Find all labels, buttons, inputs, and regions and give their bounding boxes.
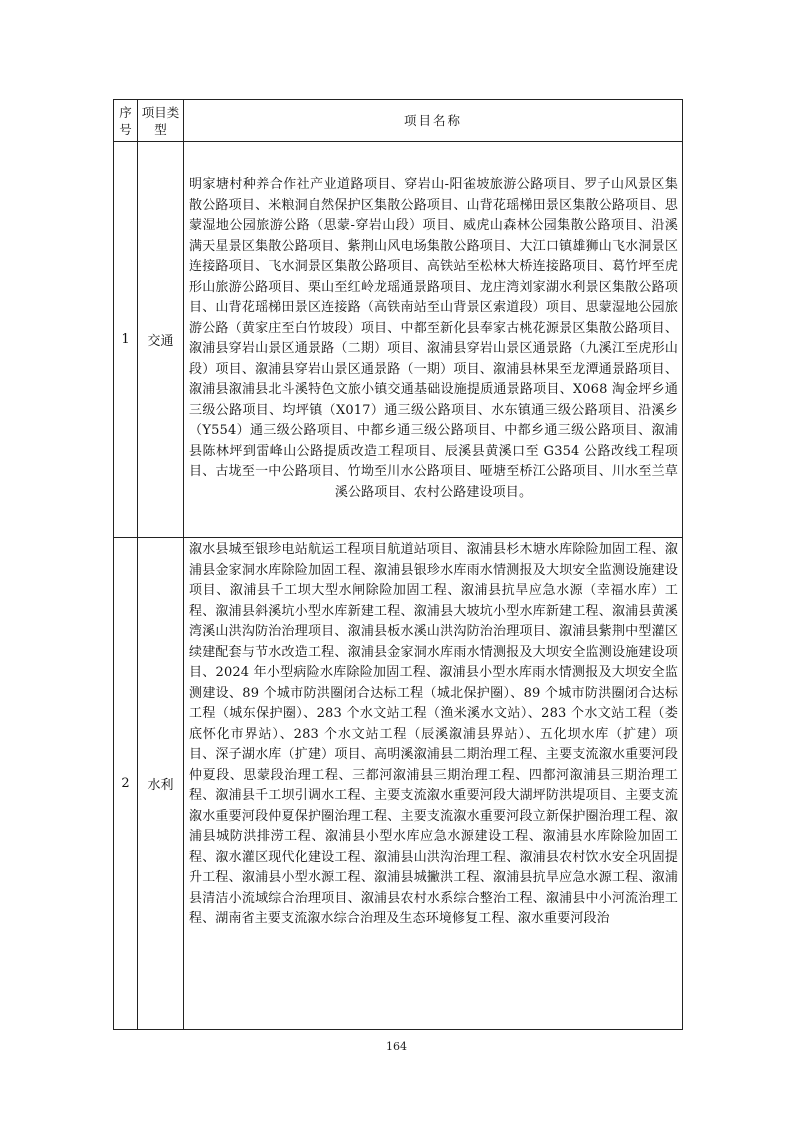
- page-number: 164: [386, 1040, 407, 1053]
- row-project-type: 交通: [138, 142, 184, 538]
- header-project-name: 项目名称: [184, 100, 683, 142]
- row-serial-number: 2: [114, 538, 138, 1030]
- row-project-names: 明家塘村种养合作社产业道路项目、穿岩山-阳雀坡旅游公路项目、罗子山风景区集散公路项目、米粮洞自然保护区集散公路项目、山背花瑶梯田景区集散公路项目、思蒙湿地公园旅游公路（思蒙-穿岩山段）项目、威虎山森林公园集散公路项目、沿溪满天星景区集散公路项目、紫荆山风电场集散公路项目、大江口镇雄狮山飞水洞景区连接路项目、飞水洞景区集散公路项目、高铁站至松林大桥连接路项目、葛竹坪至虎形山旅游公路项目、栗山至红岭龙瑶通景路项目、龙庄湾刘家湖水利景区集散公路项目、山背花瑶梯田景区连接路（高铁南站至山背景区索道段）项目、思蒙湿地公园旅游公路（黄家庄至白竹坡段）项目、中都至新化县奉家古桃花源景区集散公路项目、溆浦县穿岩山景区通景路（二期）项目、溆浦县穿岩山景区通景路（九溪江至虎形山段）项目、溆浦县穿岩山景区通景路（一期）项目、溆浦县林果至龙潭通景路项目、溆浦县溆浦县北斗溪特色文旅小镇交通基础设施提质通景路项目、X068 淘金坪乡通三级公路项目、均坪镇（X017）通三级公路项目、水东镇通三级公路项目、沿溪乡（Y554）通三级公路项目、中都乡通三级公路项目、中都乡通三级公路项目、溆浦县陈林坪到雷峰山公路提质改造工程项目、辰溪县黄溪口至 G354 公路改线工程项目、古垅至一中公路项目、竹坳至川水公路项目、哑塘至桥江公路项目、川水至兰草溪公路项目、农村公路建设项目。: [184, 142, 683, 538]
- header-serial-number: 序号: [114, 100, 138, 142]
- table-row: [114, 538, 683, 1030]
- row-project-names: 溆水县城至银珍电站航运工程项目航道站项目、溆浦县杉木塘水库除险加固工程、溆浦县金家洞水库除险加固工程、溆浦县银珍水库雨水情测报及大坝安全监测设施建设项目、溆浦县千工坝大型水闸除险加固工程、溆浦县抗旱应急水源（幸福水库）工程、溆浦县斜溪坑小型水库新建工程、溆浦县大坡坑小型水库新建工程、溆浦县黄溪湾溪山洪沟防治治理项目、溆浦县板水溪山洪沟防治治理项目、溆浦县紫荆中型灌区续建配套与节水改造工程、溆浦县金家洞水库雨水情测报及大坝安全监测设施建设项目、2024 年小型病险水库除险加固工程、溆浦县小型水库雨水情测报及大坝安全监测建设、89 个城市防洪圈闭合达标工程（城北保护圈）、89 个城市防洪圈闭合达标工程（城东保护圈）、283 个水文站工程（渔米溪水文站）、283 个水文站工程（娄底怀化市界站）、283 个水文站工程（辰溪溆浦县界站）、五化坝水库（扩建）项目、深子湖水库（扩建）项目、高明溪溆浦县二期治理工程、主要支流溆水重要河段仲夏段、思蒙段治理工程、三都河溆浦县三期治理工程、四都河溆浦县三期治理工程、溆浦县千工坝引调水工程、主要支流溆水重要河段大湖坪防洪堤项目、主要支流溆水重要河段仲夏保护圈治理工程、主要支流溆水重要河段立新保护圈治理工程、溆浦县城防洪排涝工程、溆浦县小型水库应急水源建设工程、溆浦县水库除险加固工程、溆水灌区现代化建设工程、溆浦县山洪沟治理工程、溆浦县农村饮水安全巩固提升工程、溆浦县小型水源工程、溆浦县城撇洪工程、溆浦县抗旱应急水源工程、溆浦县清洁小流域综合治理项目、溆浦县农村水系综合整治工程、溆浦县中小河流治理工程、湖南省主要支流溆水综合治理及生态环境修复工程、溆水重要河段治: [184, 538, 683, 1030]
- table-row: [114, 142, 683, 538]
- header-project-type: 项目类型: [138, 100, 184, 142]
- table-header-row: [114, 100, 683, 142]
- project-table: [113, 99, 683, 1030]
- row-project-type: 水利: [138, 538, 184, 1030]
- row-serial-number: 1: [114, 142, 138, 538]
